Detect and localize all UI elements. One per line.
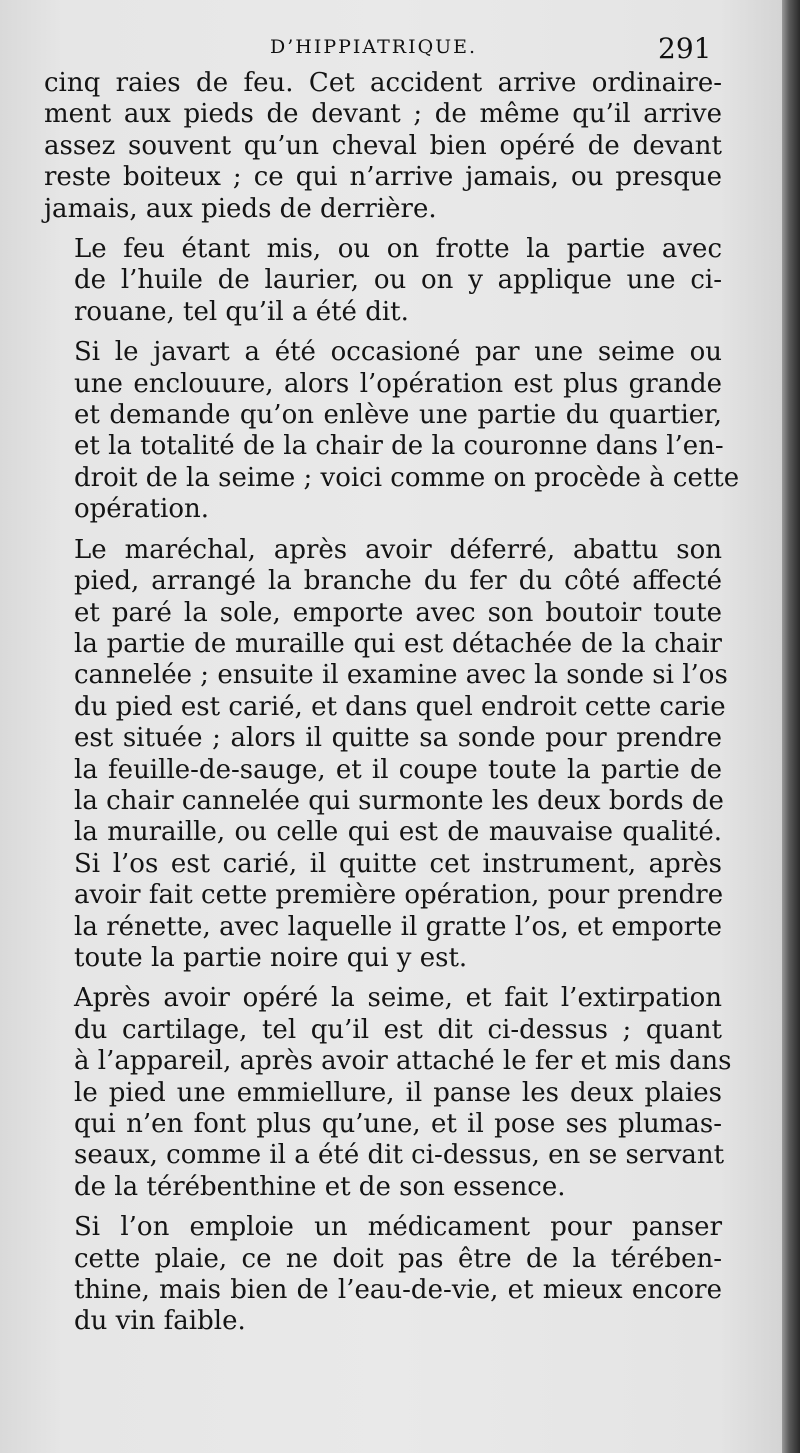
paragraph-5	[44, 983, 732, 1203]
text-line: droit de la seime ; voici comme on procède à cette	[74, 462, 740, 493]
text-line: cette plaie, ce ne doit pas être de la térében-	[74, 1243, 722, 1274]
page-number: 291	[658, 32, 712, 65]
text-line: Si l’os est carié, il quitte cet instrument, après	[74, 848, 722, 879]
text-line: thine, mais bien de l’eau-de-vie, et mieux encore	[74, 1275, 722, 1306]
running-head	[0, 34, 760, 64]
text-line: est située ; alors il quitte sa sonde pour prendre	[74, 723, 722, 754]
text-line: le pied une emmiellure, il panse les deux plaies	[74, 1077, 722, 1108]
text-line: du vin faible.	[74, 1306, 246, 1337]
text-line: de l’huile de laurier, ou on y applique une ci-	[74, 265, 722, 296]
text-line: cinq raies de feu. Cet accident arrive ordinaire-	[44, 68, 722, 98]
text-line: seaux, comme il a été dit ci-dessus, en se servant	[74, 1140, 725, 1171]
text-line: pied, arrangé la branche du fer du côté affecté	[74, 566, 722, 597]
body-text	[44, 68, 740, 1347]
text-line: avoir fait cette première opération, pour prendre	[74, 880, 724, 911]
paragraph-6	[44, 1212, 722, 1338]
text-line: et la totalité de la chair de la couronne dans l’en-	[74, 431, 724, 462]
text-line: du cartilage, tel qu’il est dit ci-dessus ; quant	[74, 1014, 722, 1045]
text-line: Si le javart a été occasioné par une seime ou	[74, 337, 722, 368]
text-line: une enclouure, alors l’opération est plus grande	[74, 368, 722, 399]
text-line: de la térébenthine et de son essence.	[74, 1171, 566, 1202]
text-line: à l’appareil, après avoir attaché le fer et mis dans	[74, 1046, 732, 1077]
paragraph-4	[44, 534, 728, 975]
text-line: et paré la sole, emporte avec son boutoir toute	[74, 597, 722, 628]
text-line: rouane, tel qu’il a été dit.	[74, 296, 409, 327]
text-line: la partie de muraille qui est détachée de la chair	[74, 628, 722, 659]
text-line: la chair cannelée qui surmonte les deux bords de	[74, 785, 724, 816]
text-line: ment aux pieds de devant ; de même qu’il arrive	[44, 99, 722, 130]
text-line: jamais, aux pieds de derrière.	[44, 193, 437, 224]
text-line: du pied est carié, et dans quel endroit cette carie	[74, 691, 726, 722]
text-line: la muraille, ou celle qui est de mauvaise qualité.	[74, 817, 722, 848]
paragraph-1	[44, 68, 722, 225]
text-line: toute la partie noire qui y est.	[74, 942, 468, 973]
text-line: Après avoir opéré la seime, et fait l’extirpation	[74, 983, 722, 1014]
text-line: Si l’on emploie un médicament pour panser	[74, 1212, 722, 1243]
running-title: D’HIPPIATRIQUE.	[270, 36, 478, 58]
text-line: qui n’en font plus qu’une, et il pose ses plumas-	[74, 1109, 722, 1139]
text-line: et demande qu’on enlève une partie du quartier,	[74, 400, 722, 431]
text-line: Le feu étant mis, ou on frotte la partie avec	[74, 234, 722, 265]
text-line: la rénette, avec laquelle il gratte l’os, et emporte	[74, 911, 722, 942]
text-line: assez souvent qu’un cheval bien opéré de devant	[44, 130, 722, 161]
text-line: Le maréchal, après avoir déferré, abattu son	[74, 534, 722, 565]
text-line: la feuille-de-sauge, et il coupe toute la partie de	[74, 754, 722, 785]
text-line: reste boiteux ; ce qui n’arrive jamais, ou presque	[44, 162, 722, 193]
text-line: opération.	[74, 494, 210, 525]
paragraph-2	[44, 234, 722, 328]
text-line: cannelée ; ensuite il examine avec la sonde si l’os	[74, 660, 728, 691]
page-edge-shadow	[782, 0, 800, 1453]
paragraph-3	[44, 337, 740, 525]
